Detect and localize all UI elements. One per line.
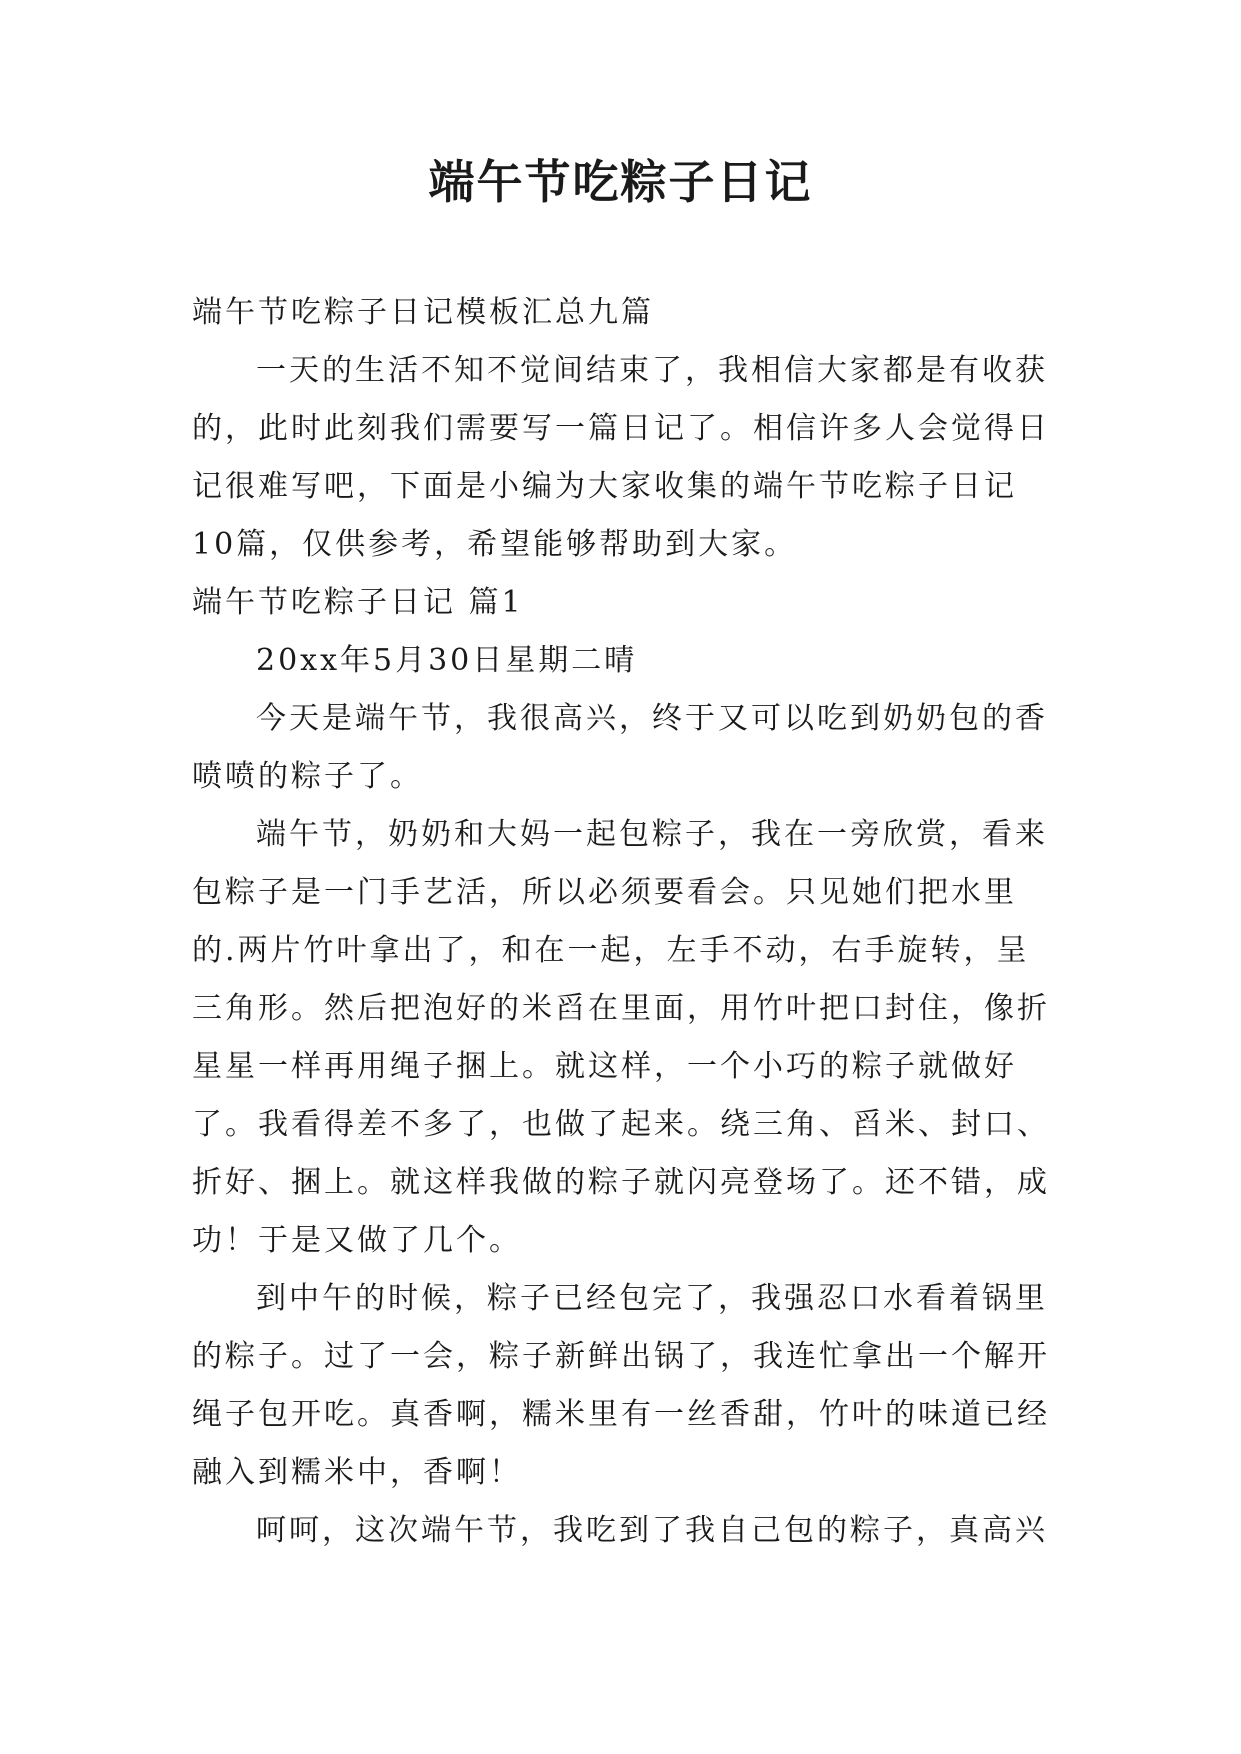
paragraph: 一天的生活不知不觉间结束了，我相信大家都是有收获的，此时此刻我们需要写一篇日记了。相信许多人会觉得日记很难写吧，下面是小编为大家收集的端午节吃粽子日记10篇，仅供参考，希望能够帮助到大家。: [192, 353, 1050, 562]
document-body: [192, 284, 1052, 1560]
document-title: 端午节吃粽子日记: [428, 155, 813, 209]
paragraph: 今天是端午节，我很高兴，终于又可以吃到奶奶包的香喷喷的粽子了。: [192, 701, 1048, 794]
paragraph: 端午节吃粽子日记 篇1: [192, 585, 524, 620]
paragraph: 20xx年5月30日星期二晴: [256, 643, 638, 678]
paragraph: 端午节，奶奶和大妈一起包粽子，我在一旁欣赏，看来包粽子是一门手艺活，所以必须要看会。只见她们把水里的.两片竹叶拿出了，和在一起，左手不动，右手旋转，呈三角形。然后把泡好的米舀在里面，用竹叶把口封住，像折星星一样再用绳子捆上。就这样，一个小巧的粽子就做好了。我看得差不多了，也做了起来。绕三角、舀米、封口、折好、捆上。就这样我做的粽子就闪亮登场了。还不错，成功！于是又做了几个。: [192, 817, 1050, 1258]
paragraph: 呵呵，这次端午节，我吃到了我自己包的粽子，真高兴: [256, 1513, 1048, 1548]
paragraph: 到中午的时候，粽子已经包完了，我强忍口水看着锅里的粽子。过了一会，粽子新鲜出锅了，我连忙拿出一个解开绳子包开吃。真香啊，糯米里有一丝香甜，竹叶的味道已经融入到糯米中，香啊！: [192, 1281, 1050, 1490]
paragraph: 端午节吃粽子日记模板汇总九篇: [192, 295, 654, 330]
